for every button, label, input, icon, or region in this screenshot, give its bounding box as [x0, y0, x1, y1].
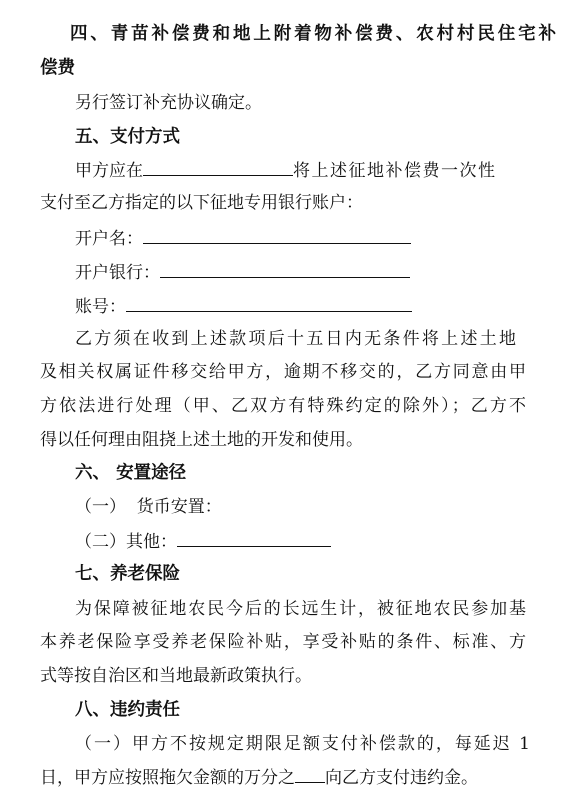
payment-date-line: [75, 158, 545, 183]
section-4-body: 另行签订补充协议确定。: [75, 93, 262, 113]
other-placement-label: （二）其他：: [75, 532, 177, 552]
other-placement-blank[interactable]: [177, 529, 331, 547]
section-5-heading: 五、支付方式: [75, 127, 180, 147]
payment-date-suffix: 将上述征地补偿费一次性: [293, 161, 497, 181]
payment-line2: 支付至乙方指定的以下征地专用银行账户：: [40, 193, 363, 213]
liability-line1: （一）甲方不按规定期限足额支付补偿款的，每延迟 1: [75, 734, 530, 754]
handover-line1: 乙方须在收到上述款项后十五日内无条件将上述土地: [75, 329, 516, 349]
section-6-heading: 六、 安置途径: [75, 463, 187, 483]
liability-line2-suffix: 向乙方支付违约金。: [325, 768, 478, 788]
bank-line: [75, 260, 410, 285]
account-name-line: [75, 226, 411, 251]
pension-line2: 本养老保险享受养老保险补贴，享受补贴的条件、标准、方: [40, 632, 526, 652]
pension-line3: 式等按自治区和当地最新政策执行。: [40, 666, 312, 686]
other-placement-line: [75, 529, 331, 554]
section-4-heading-line2: 偿费: [40, 58, 75, 78]
section-7-heading: 七、养老保险: [75, 564, 180, 584]
liability-line2: [40, 765, 478, 790]
section-8-heading: 八、违约责任: [75, 700, 180, 720]
account-name-blank[interactable]: [143, 226, 411, 244]
account-no-line: [75, 294, 412, 319]
penalty-rate-blank[interactable]: [295, 765, 325, 783]
section-4-heading-line1: 四、青苗补偿费和地上附着物补偿费、农村村民住宅补: [70, 24, 556, 44]
bank-label: 开户银行：: [75, 263, 160, 283]
account-no-blank[interactable]: [126, 294, 412, 312]
payment-date-blank[interactable]: [143, 158, 293, 176]
pension-line1: 为保障被征地农民今后的长远生计，被征地农民参加基: [75, 599, 526, 619]
handover-line2: 及相关权属证件移交给甲方，逾期不移交的，乙方同意由甲: [40, 362, 526, 382]
monetary-placement: （一） 货币安置：: [75, 497, 222, 517]
account-name-label: 开户名：: [75, 229, 143, 249]
bank-blank[interactable]: [160, 260, 410, 278]
handover-line4: 得以任何理由阻挠上述土地的开发和使用。: [40, 430, 363, 450]
liability-line2-prefix: 日，甲方应按照拖欠金额的万分之: [40, 768, 295, 788]
account-no-label: 账号：: [75, 297, 126, 317]
payment-date-prefix: 甲方应在: [75, 161, 143, 181]
handover-line3: 方依法进行处理（甲、乙双方有特殊约定的除外）；乙方不: [40, 396, 526, 416]
